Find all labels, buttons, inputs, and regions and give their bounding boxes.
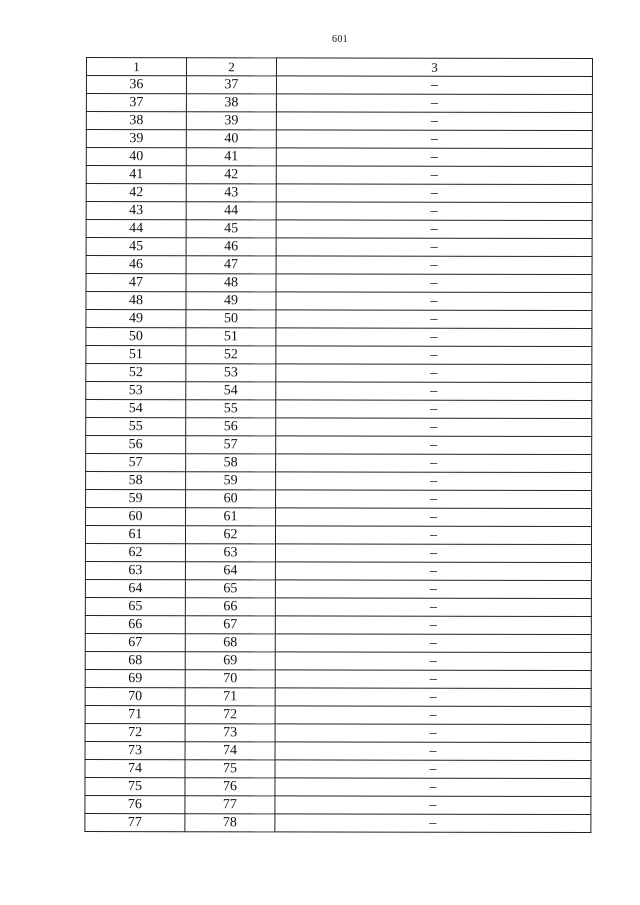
table-cell-col-2: 61 <box>186 508 276 526</box>
table-row <box>86 364 592 383</box>
table-cell-col-3: – <box>276 436 592 455</box>
table-cell-col-3: – <box>275 688 591 707</box>
table-row <box>85 741 591 760</box>
table-cell-col-2: 52 <box>186 346 276 364</box>
table-cell-col-1: 60 <box>86 508 186 526</box>
column-header-1: 1 <box>86 58 186 76</box>
table-row <box>86 382 592 401</box>
table-row <box>86 346 592 365</box>
table-cell-col-3: – <box>275 760 591 779</box>
table-cell-col-3: – <box>276 490 592 509</box>
table-cell-col-3: – <box>276 202 592 221</box>
table-cell-col-3: – <box>276 382 592 401</box>
table-row <box>86 94 592 113</box>
table-cell-col-3: – <box>276 418 592 437</box>
table-cell-col-3: – <box>276 508 592 527</box>
table-cell-col-1: 36 <box>86 76 186 94</box>
table-cell-col-1: 38 <box>86 112 186 130</box>
table-row <box>85 579 591 598</box>
table-cell-col-1: 72 <box>85 723 185 741</box>
table-row <box>85 651 591 670</box>
table-row <box>86 436 592 455</box>
table-cell-col-3: – <box>276 130 592 149</box>
table-cell-col-1: 54 <box>86 400 186 418</box>
table-cell-col-2: 66 <box>185 598 275 616</box>
table-cell-col-2: 76 <box>185 778 275 796</box>
table-cell-col-2: 71 <box>185 688 275 706</box>
table-cell-col-1: 75 <box>85 777 185 795</box>
table-cell-col-1: 63 <box>85 561 185 579</box>
table-cell-col-2: 53 <box>186 364 276 382</box>
table-cell-col-2: 54 <box>186 382 276 400</box>
table-cell-col-3: – <box>276 238 592 257</box>
table-row <box>85 813 591 832</box>
table-row <box>86 292 592 311</box>
table-cell-col-2: 77 <box>185 796 275 814</box>
table-cell-col-2: 45 <box>186 220 276 238</box>
table-row <box>86 328 592 347</box>
table-cell-col-1: 40 <box>86 148 186 166</box>
table-cell-col-3: – <box>276 94 592 113</box>
table-row <box>85 526 591 545</box>
table-row <box>86 238 592 257</box>
table-cell-col-2: 57 <box>186 436 276 454</box>
table-cell-col-1: 65 <box>85 597 185 615</box>
table-row <box>86 310 592 329</box>
table-row <box>85 723 591 742</box>
table-row <box>85 633 591 652</box>
table-cell-col-2: 49 <box>186 292 276 310</box>
table-cell-col-1: 39 <box>86 130 186 148</box>
table-cell-col-2: 50 <box>186 310 276 328</box>
table-cell-col-1: 43 <box>86 202 186 220</box>
table-cell-col-1: 66 <box>85 615 185 633</box>
table-row <box>85 759 591 778</box>
table-cell-col-3: – <box>275 544 591 563</box>
table-cell-col-3: – <box>276 76 592 95</box>
data-table <box>84 57 593 833</box>
table-cell-col-2: 41 <box>186 148 276 166</box>
table-row <box>85 795 591 814</box>
table-cell-col-1: 71 <box>85 705 185 723</box>
table-cell-col-3: – <box>275 724 591 743</box>
table-cell-col-2: 74 <box>185 742 275 760</box>
table-cell-col-3: – <box>276 256 592 275</box>
table-cell-col-3: – <box>276 328 592 347</box>
table-row <box>85 561 591 580</box>
table-cell-col-3: – <box>275 670 591 689</box>
table-cell-col-1: 76 <box>85 795 185 813</box>
table-cell-col-3: – <box>276 364 592 383</box>
table-row <box>86 472 592 491</box>
table-cell-col-1: 42 <box>86 184 186 202</box>
table-cell-col-1: 44 <box>86 220 186 238</box>
table-cell-col-2: 46 <box>186 238 276 256</box>
table-cell-col-1: 61 <box>85 526 185 544</box>
table-row <box>86 76 592 95</box>
table-cell-col-3: – <box>275 796 591 815</box>
table-cell-col-1: 62 <box>85 544 185 562</box>
table-row <box>85 687 591 706</box>
table-cell-col-2: 65 <box>185 580 275 598</box>
table-cell-col-2: 60 <box>186 490 276 508</box>
table-cell-col-2: 68 <box>185 634 275 652</box>
table-cell-col-2: 51 <box>186 328 276 346</box>
table-cell-col-3: – <box>276 220 592 239</box>
table-row <box>85 615 591 634</box>
table-cell-col-3: – <box>275 526 591 545</box>
table-row <box>86 274 592 293</box>
table-cell-col-2: 63 <box>185 544 275 562</box>
table-cell-col-1: 69 <box>85 669 185 687</box>
table-row <box>85 597 591 616</box>
table-cell-col-3: – <box>275 652 591 671</box>
table-cell-col-3: – <box>275 742 591 761</box>
table-row <box>86 184 592 203</box>
table-cell-col-1: 37 <box>86 94 186 112</box>
table-cell-col-1: 73 <box>85 741 185 759</box>
table-cell-col-2: 48 <box>186 274 276 292</box>
table-cell-col-3: – <box>275 580 591 599</box>
table-cell-col-3: – <box>276 454 592 473</box>
table-cell-col-1: 45 <box>86 238 186 256</box>
table-cell-col-1: 74 <box>85 759 185 777</box>
table-cell-col-3: – <box>275 778 591 797</box>
table-row <box>85 705 591 724</box>
table-cell-col-1: 57 <box>86 454 186 472</box>
table-cell-col-2: 43 <box>186 184 276 202</box>
table-cell-col-2: 59 <box>186 472 276 490</box>
table-cell-col-2: 64 <box>185 562 275 580</box>
table-cell-col-2: 44 <box>186 202 276 220</box>
table-cell-col-1: 68 <box>85 651 185 669</box>
table-row <box>86 490 592 509</box>
table-row <box>86 220 592 239</box>
table-cell-col-1: 46 <box>86 256 186 274</box>
table-cell-col-2: 55 <box>186 400 276 418</box>
table-cell-col-3: – <box>275 616 591 635</box>
table-row <box>86 148 592 167</box>
table-body <box>85 76 593 833</box>
table-cell-col-3: – <box>276 310 592 329</box>
table-cell-col-1: 58 <box>86 472 186 490</box>
table-cell-col-3: – <box>276 148 592 167</box>
table-row <box>85 669 591 688</box>
table-header <box>86 58 592 77</box>
table-row <box>85 777 591 796</box>
table-cell-col-1: 53 <box>86 382 186 400</box>
table-cell-col-1: 47 <box>86 274 186 292</box>
table-cell-col-2: 39 <box>186 112 276 130</box>
table-cell-col-2: 72 <box>185 706 275 724</box>
table-cell-col-2: 62 <box>185 526 275 544</box>
table-cell-col-1: 77 <box>85 813 185 831</box>
table-cell-col-3: – <box>275 598 591 617</box>
table-cell-col-2: 78 <box>185 814 275 832</box>
table-cell-col-2: 47 <box>186 256 276 274</box>
table-cell-col-1: 52 <box>86 364 186 382</box>
table-cell-col-2: 75 <box>185 760 275 778</box>
table-cell-col-2: 67 <box>185 616 275 634</box>
table-cell-col-2: 42 <box>186 166 276 184</box>
table-cell-col-3: – <box>275 634 591 653</box>
column-header-3: 3 <box>276 58 592 77</box>
table-cell-col-3: – <box>276 274 592 293</box>
table-cell-col-3: – <box>275 814 591 833</box>
table-cell-col-1: 48 <box>86 292 186 310</box>
table-cell-col-1: 64 <box>85 579 185 597</box>
table-cell-col-2: 69 <box>185 652 275 670</box>
table-cell-col-3: – <box>276 400 592 419</box>
table-row <box>86 454 592 473</box>
table-row <box>86 112 592 131</box>
table-cell-col-1: 41 <box>86 166 186 184</box>
table-cell-col-1: 50 <box>86 328 186 346</box>
table-cell-col-3: – <box>275 706 591 725</box>
table-cell-col-2: 37 <box>186 76 276 94</box>
table-cell-col-3: – <box>276 184 592 203</box>
page-number: 601 <box>332 34 348 45</box>
table-cell-col-1: 67 <box>85 633 185 651</box>
table-cell-col-1: 59 <box>86 490 186 508</box>
table-cell-col-1: 56 <box>86 436 186 454</box>
table-row <box>86 400 592 419</box>
table-cell-col-2: 73 <box>185 724 275 742</box>
table-cell-col-1: 49 <box>86 310 186 328</box>
table-row <box>86 130 592 149</box>
table-row <box>86 418 592 437</box>
table-cell-col-1: 55 <box>86 418 186 436</box>
table-cell-col-2: 56 <box>186 418 276 436</box>
table-cell-col-2: 38 <box>186 94 276 112</box>
table-cell-col-1: 70 <box>85 687 185 705</box>
table-row <box>85 544 591 563</box>
header-row <box>86 58 592 77</box>
column-header-2: 2 <box>186 58 276 76</box>
table-row <box>86 166 592 185</box>
table-row <box>86 256 592 275</box>
table-cell-col-2: 40 <box>186 130 276 148</box>
table-cell-col-3: – <box>276 112 592 131</box>
table-cell-col-3: – <box>275 562 591 581</box>
table-row <box>86 202 592 221</box>
table-cell-col-3: – <box>276 292 592 311</box>
table-cell-col-3: – <box>276 472 592 491</box>
table-cell-col-3: – <box>276 166 592 185</box>
table-row <box>86 508 592 527</box>
table-cell-col-2: 58 <box>186 454 276 472</box>
table-cell-col-3: – <box>276 346 592 365</box>
table-cell-col-2: 70 <box>185 670 275 688</box>
table-cell-col-1: 51 <box>86 346 186 364</box>
